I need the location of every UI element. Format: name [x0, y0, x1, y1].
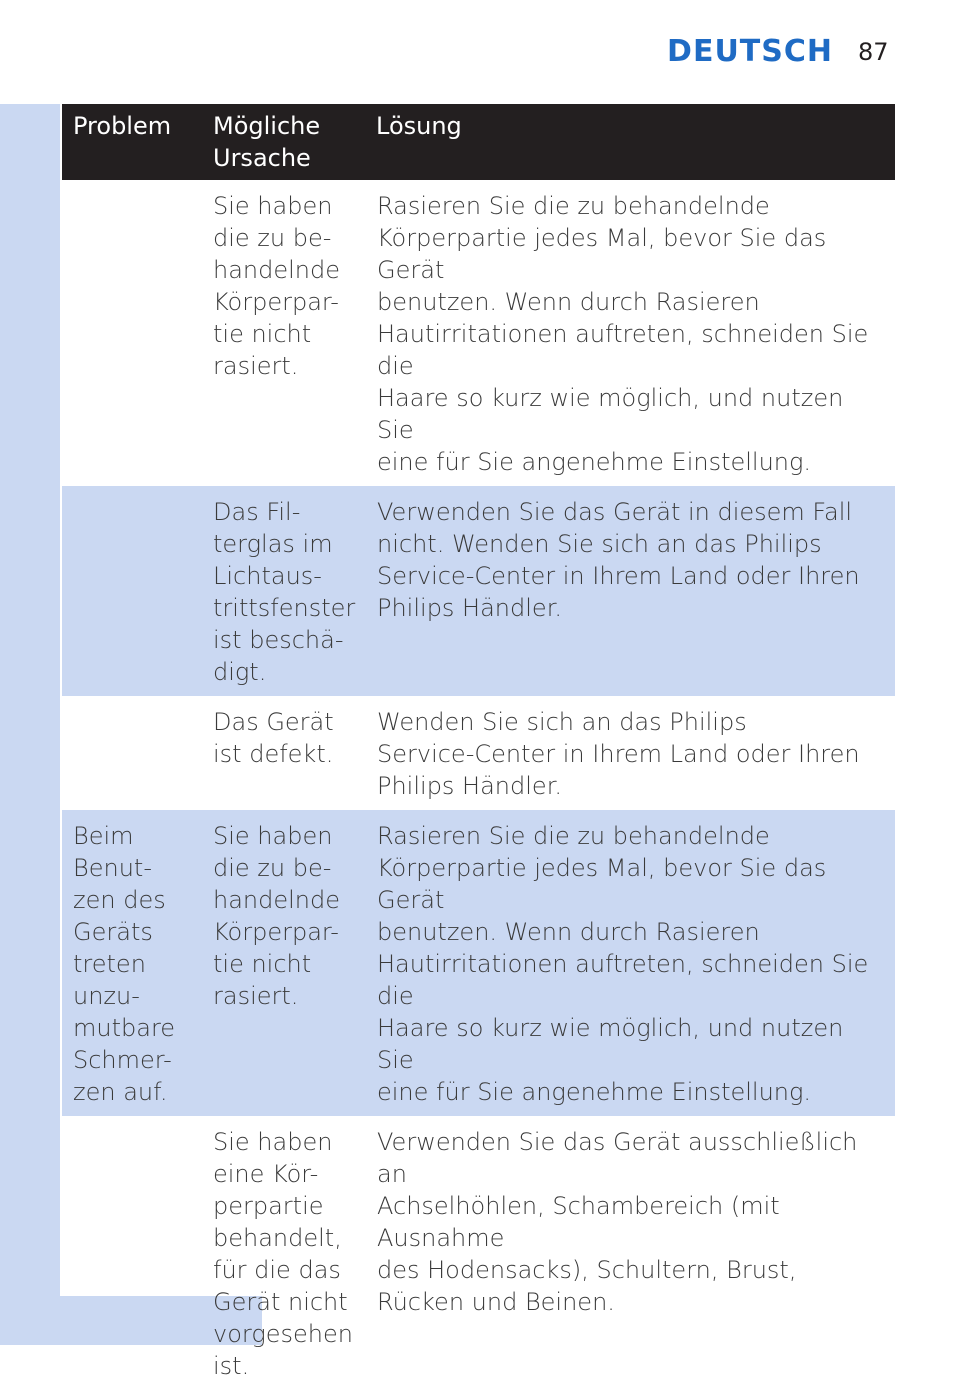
- left-margin-band: [0, 104, 60, 1345]
- table-row: [62, 696, 895, 810]
- table-row: [62, 1116, 895, 1390]
- column-header-solution: Lösung: [365, 104, 895, 180]
- cell-cause: Sie haben die zu be- handelnde Körperpar- tie nicht rasiert.: [213, 192, 341, 380]
- column-header-problem: Problem: [62, 104, 202, 180]
- cell-problem: [62, 180, 202, 486]
- column-header-cause: Mögliche Ursache: [202, 104, 365, 180]
- table-header-row: [62, 104, 895, 180]
- cell-cause: Sie haben die zu be- handelnde Körperpar- tie nicht rasiert.: [202, 810, 365, 1116]
- cell-cause: Sie haben eine Kör- perpartie behandelt, für die das Gerät nicht vorgesehen ist.: [213, 1128, 353, 1380]
- table-row: [62, 810, 895, 1116]
- table-row: [62, 180, 895, 486]
- table-row: [62, 486, 895, 696]
- page-number: 87: [858, 38, 889, 66]
- cell-cause: Das Fil- terglas im Lichtaus- trittsfenster ist beschä- digt.: [202, 486, 365, 696]
- cell-cause: Das Gerät ist defekt.: [213, 708, 334, 768]
- cell-solution: Verwenden Sie das Gerät ausschließlich an Achselhöhlen, Schambereich (mit Ausnahme des Hodensacks), Schultern, Brust, Rücken und Beinen.: [377, 1128, 858, 1316]
- cell-problem: [62, 486, 202, 696]
- cell-solution: Rasieren Sie die zu behandelnde Körperpartie jedes Mal, bevor Sie das Gerät benutzen. Wenn durch Rasieren Hautirritationen auftreten, schneiden Sie die Haare so kurz wie möglich, und nutzen Sie eine für Sie angenehme Einstellung.: [377, 192, 869, 476]
- cell-problem: [62, 1116, 202, 1390]
- language-heading: DEUTSCH: [667, 34, 833, 69]
- troubleshooting-table: [62, 104, 895, 1390]
- cell-problem: [62, 696, 202, 810]
- cell-problem: Beim Benut- zen des Geräts treten unzu- mutbare Schmer- zen auf.: [62, 810, 202, 1116]
- cell-solution: Verwenden Sie das Gerät in diesem Fall nicht. Wenden Sie sich an das Philips Service-Center in Ihrem Land oder Ihren Philips Händler.: [365, 486, 895, 696]
- cell-solution: Rasieren Sie die zu behandelnde Körperpartie jedes Mal, bevor Sie das Gerät benutzen. Wenn durch Rasieren Hautirritationen auftreten, schneiden Sie die Haare so kurz wie möglich, und nutzen Sie eine für Sie angenehme Einstellung.: [365, 810, 895, 1116]
- cell-solution: Wenden Sie sich an das Philips Service-Center in Ihrem Land oder Ihren Philips Händler.: [377, 708, 860, 800]
